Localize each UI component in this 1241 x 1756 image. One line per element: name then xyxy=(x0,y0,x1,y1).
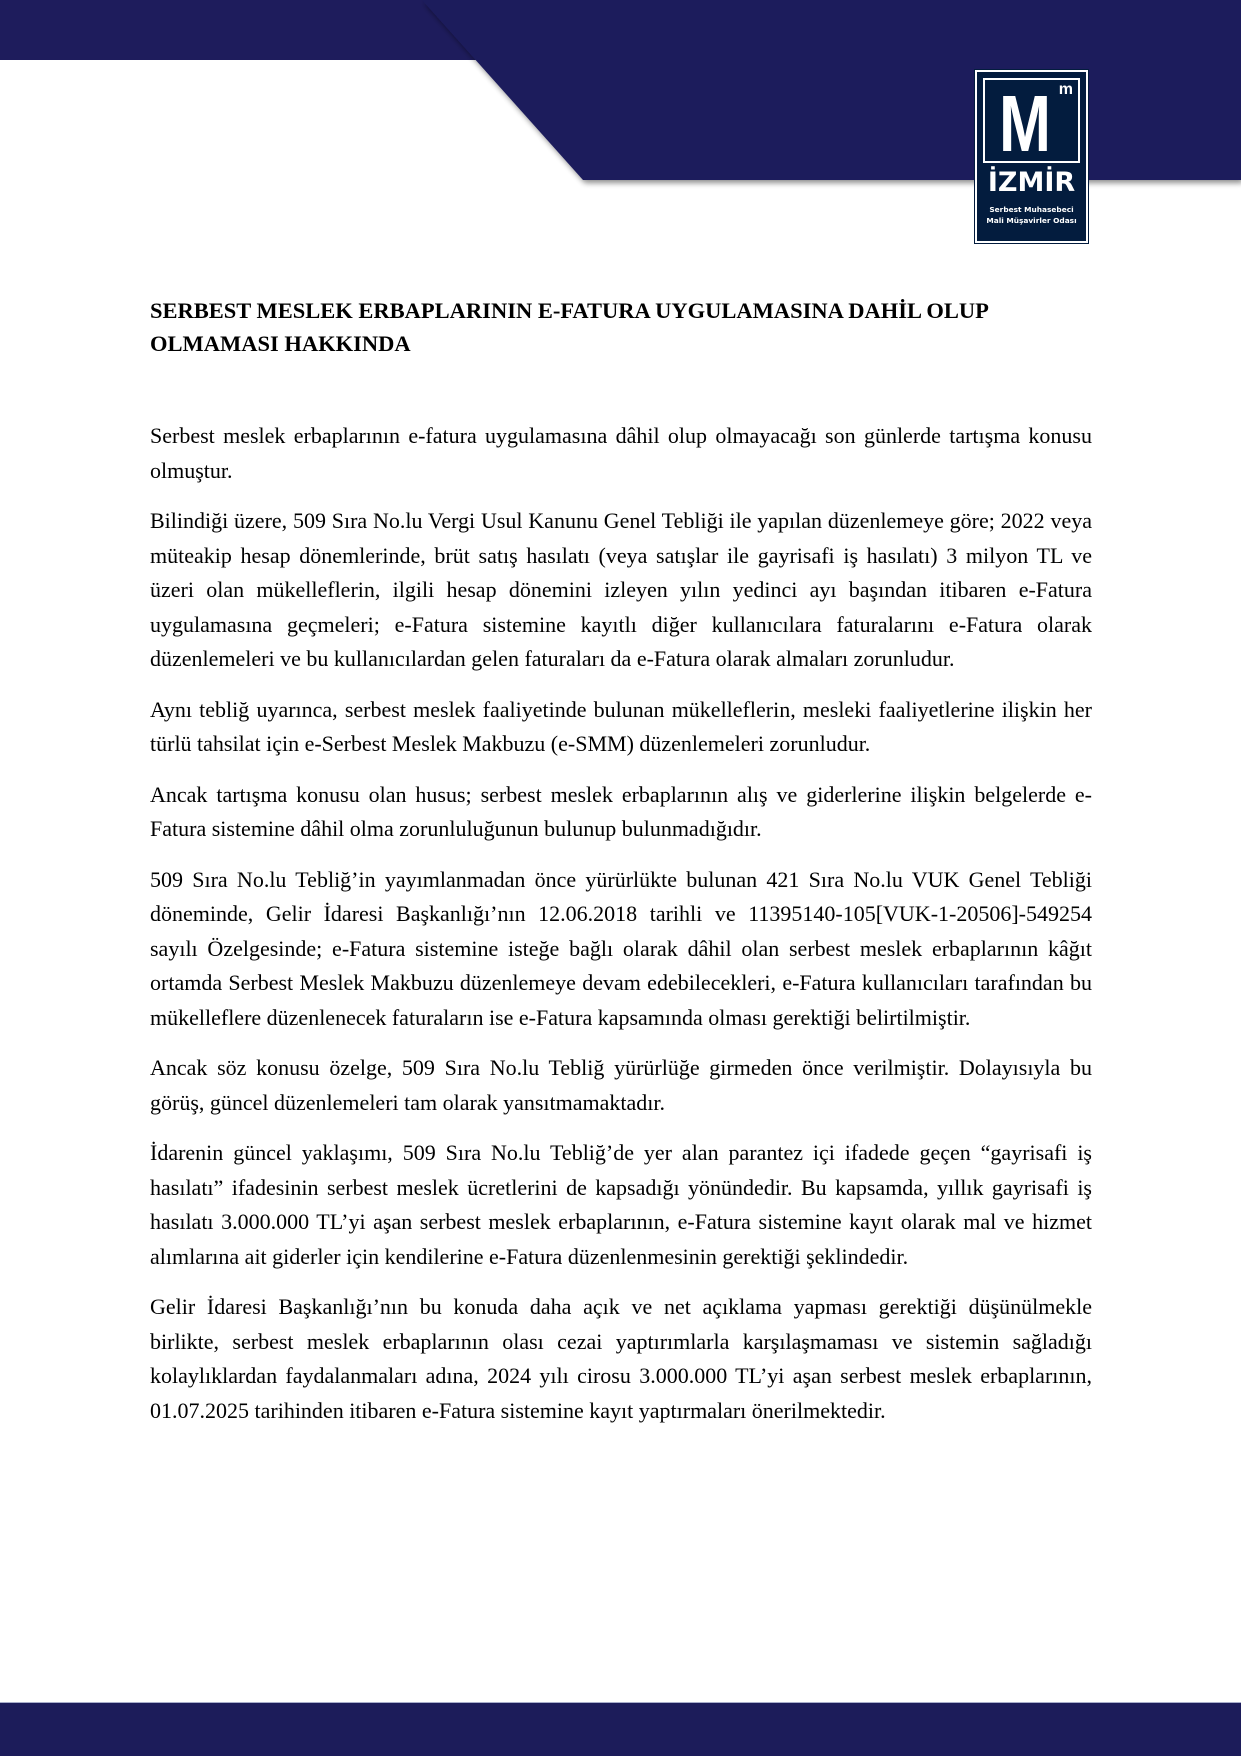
paragraph-8: Gelir İdaresi Başkanlığı’nın bu konuda daha açık ve net açıklama yapması gerektiği düşünülmekle birlikte, serbest meslek erbaplarının olası cezai yaptırımlarla karşılaşmaması ve sistemin sağladığı kolaylıklardan faydalanmaları adına, 2024 yılı cirosu 3.000.000 TL’yi aşan serbest meslek erbaplarının, 01.07.2025 tarihinden itibaren e-Fatura sistemine kayıt yaptırmaları önerilmektedir. xyxy=(150,1294,1092,1423)
paragraph-1: Serbest meslek erbaplarının e-fatura uygulamasına dâhil olup olmayacağı son günlerde tartışma konusu olmuştur. xyxy=(150,423,1092,483)
paragraph-2: Bilindiği üzere, 509 Sıra No.lu Vergi Usul Kanunu Genel Tebliği ile yapılan düzenlemeye göre; 2022 veya müteakip hesap dönemlerinde, brüt satış hasılatı (veya satışlar ile gayrisafi iş hasılatı) 3 milyon TL ve üzeri olan mükelleflerin, ilgili hesap dönemini izleyen yılın yedinci ayı başından itibaren e-Fatura uygulamasına geçmeleri; e-Fatura sistemine kayıtlı diğer kullanıcılara faturalarını e-Fatura olarak düzenlemeleri ve bu kullanıcılardan gelen faturaları da e-Fatura olarak almaları zorunludur. xyxy=(150,508,1092,671)
header-left-band xyxy=(0,0,480,60)
paragraph-3: Aynı tebliğ uyarınca, serbest meslek faaliyetinde bulunan mükelleflerin, mesleki faaliyetlerine ilişkin her türlü tahsilat için e-Serbest Meslek Makbuzu (e-SMM) düzenlemeleri zorunludur. xyxy=(150,696,1092,756)
document-title: SERBEST MESLEK ERBAPLARININ E-FATURA UYGULAMASINA DAHİL OLUP OLMAMASI HAKKINDA xyxy=(150,298,988,356)
logo-org-line-1: Serbest Muhasebeci xyxy=(989,205,1074,214)
logo-superscript: m xyxy=(1058,81,1073,98)
logo-monogram: M xyxy=(999,79,1051,168)
paragraph-5: 509 Sıra No.lu Tebliğ’in yayımlanmadan önce yürürlükte bulunan 421 Sıra No.lu VUK Genel Tebliği döneminde, Gelir İdaresi Başkanlığı’nın 12.06.2018 tarihli ve 11395140-105[VUK-1-20506]-549254 sayılı Özelgesinde; e-Fatura sistemine isteğe bağlı olarak dâhil olan serbest meslek erbaplarının kâğıt ortamda Serbest Meslek Makbuzu düzenlemeye devam edebilecekleri, e-Fatura kullanıcıları tarafından bu mükelleflere düzenlenecek faturaların ise e-Fatura kapsamında olması gerektiği belirtilmiştir. xyxy=(150,866,1092,1030)
logo-monogram-frame xyxy=(983,78,1080,168)
paragraph-6: Ancak söz konusu özelge, 509 Sıra No.lu Tebliğ yürürlüğe girmeden önce verilmiştir. Dolayısıyla bu görüş, güncel düzenlemeleri tam olarak yansıtmamaktadır. xyxy=(150,1055,1092,1115)
logo-org-line-2: Mali Müşavirler Odası xyxy=(986,216,1077,225)
document-body xyxy=(150,419,1092,1444)
logo-city: İZMİR xyxy=(987,167,1076,198)
footer-band xyxy=(0,1702,1241,1756)
paragraph-4: Ancak tartışma konusu olan husus; serbest meslek erbaplarının alış ve giderlerine ilişkin belgelerde e-Fatura sistemine dâhil olma zorunluluğunun bulunup bulunmadığıdır. xyxy=(150,781,1092,841)
header-right-shape xyxy=(422,0,1241,180)
izmir-smmmo-logo xyxy=(975,70,1088,243)
paragraph-7: İdarenin güncel yaklaşımı, 509 Sıra No.lu Tebliğ’de yer alan parantez içi ifadede geçen “gayrisafi iş hasılatı” ifadesinin serbest meslek ücretlerini de kapsadığı yönündedir. Bu kapsamda, yıllık gayrisafi iş hasılatı 3.000.000 TL’yi aşan serbest meslek erbaplarının, e-Fatura sistemine kayıt olarak mal ve hizmet alımlarına ait giderler için kendilerine e-Fatura düzenlenmesinin gerektiği şeklindedir. xyxy=(150,1140,1092,1269)
